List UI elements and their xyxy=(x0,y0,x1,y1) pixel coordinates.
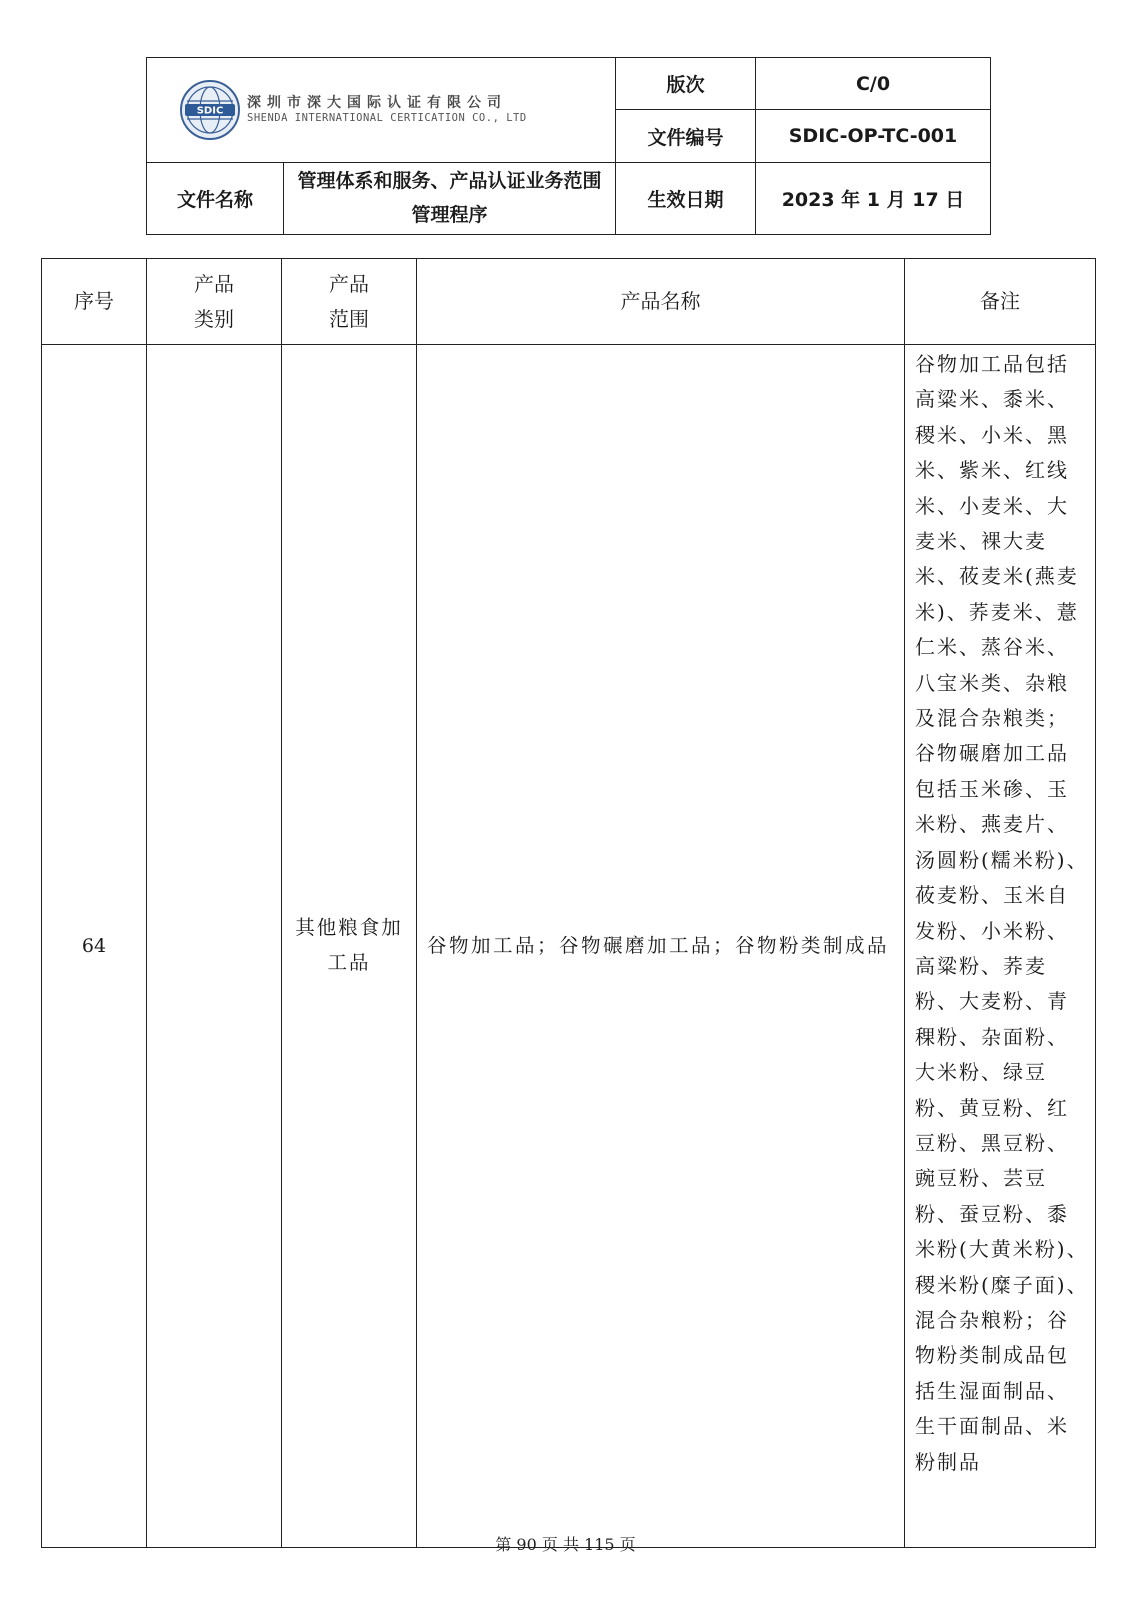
row-note: 谷物加工品包括高粱米、黍米、稷米、小米、黑米、紫米、红线米、小麦米、大麦米、裸大麦米、莜麦米(燕麦米)、荞麦米、薏仁米、蒸谷米、八宝米类、杂粮及混合杂粮类；谷物碾磨加工品包括玉米碜、玉米粉、燕麦片、汤圆粉(糯米粉)、莜麦粉、玉米自发粉、小米粉、高粱粉、荞麦粉、大麦粉、青稞粉、杂面粉、大米粉、绿豆粉、黄豆粉、红豆粉、黑豆粉、豌豆粉、芸豆粉、蚕豆粉、黍米粉(大黄米粉)、稷米粉(糜子面)、混合杂粮粉；谷物粉类制成品包括生湿面制品、生干面制品、米粉制品 xyxy=(915,352,1089,1474)
col-header-scope: 产品 范围 xyxy=(282,259,417,345)
col-header-note: 备注 xyxy=(905,259,1096,345)
table-header-row xyxy=(42,259,1096,345)
edition-label: 版次 xyxy=(616,58,756,110)
company-name-cn: 深圳市深大国际认证有限公司 xyxy=(247,94,507,111)
page-number: 第 90 页 共 115 页 xyxy=(495,1535,636,1554)
effective-date-label: 生效日期 xyxy=(616,163,756,235)
row-product-name: 谷物加工品；谷物碾磨加工品；谷物粉类制成品 xyxy=(417,345,905,1548)
document-header xyxy=(146,57,991,235)
doc-name-label: 文件名称 xyxy=(147,163,284,235)
row-note-cell xyxy=(905,345,1096,1548)
globe-logo-icon xyxy=(179,79,241,141)
col-header-no: 序号 xyxy=(42,259,147,345)
col-header-name: 产品名称 xyxy=(417,259,905,345)
col-header-category: 产品 类别 xyxy=(147,259,282,345)
company-name-en: SHENDA INTERNATIONAL CERTICATION CO., LTD xyxy=(247,112,527,125)
company-logo-cell xyxy=(147,58,616,163)
effective-date-value: 2023 年 1 月 17 日 xyxy=(756,163,991,235)
row-number: 64 xyxy=(42,345,147,1548)
row-scope: 其他粮食加工品 xyxy=(282,345,417,1548)
row-category xyxy=(147,345,282,1548)
doc-name-value: 管理体系和服务、产品认证业务范围管理程序 xyxy=(284,163,616,235)
svg-text:SDIC: SDIC xyxy=(196,105,224,117)
edition-value: C/0 xyxy=(756,58,991,110)
doc-number-value: SDIC-OP-TC-001 xyxy=(756,110,991,163)
doc-number-label: 文件编号 xyxy=(616,110,756,163)
product-scope-table xyxy=(41,258,1096,1548)
table-row xyxy=(42,345,1096,1548)
